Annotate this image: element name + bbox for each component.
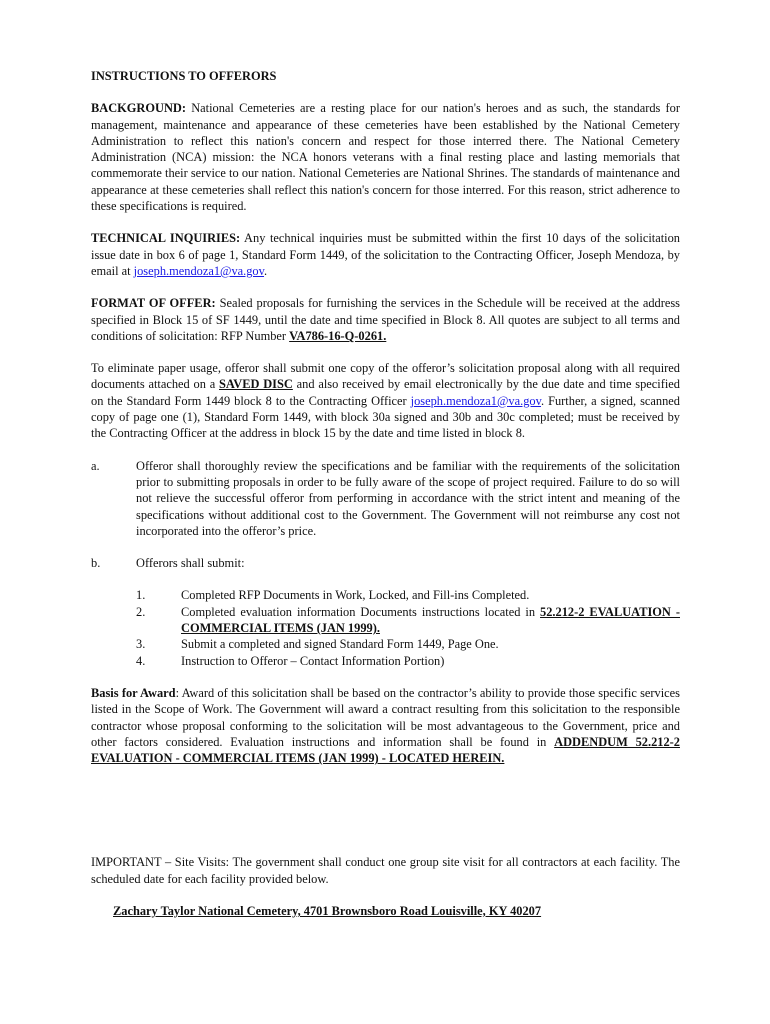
site-address: Zachary Taylor National Cemetery, 4701 Brownsboro Road Louisville, KY 40207 [113,903,542,918]
format-of-offer-heading: FORMAT OF OFFER: [91,296,216,311]
technical-inquiries-paragraph: TECHNICAL INQUIRIES: Any technical inquiries must be submitted within the first 10 days of the solicitation issue date in box 6 of page 1, Standard Form 1449, of the solicitation to the Contracting Officer, Joseph Mendoza, by email at joseph.mendoza1@va.gov. [91,231,680,278]
officer-email-link[interactable]: joseph.mendoza1@va.gov [410,393,541,408]
page-title: INSTRUCTIONS TO OFFERORS [91,69,277,83]
list-marker: b. [91,556,101,571]
format-of-offer-text: Sealed proposals for furnishing the services in the Schedule will be received at the address specified in Block 15 of SF 1449, until the date and time specified in Block 8. All quotes are subject to all terms and conditions of solicitation: RFP Number [91,296,680,343]
addendum-reference: ADDENDUM 52.212-2 EVALUATION - COMMERCIAL ITEMS (JAN 1999) - LOCATED HEREIN. [91,734,680,766]
submission-list [91,587,680,668]
basis-for-award-heading: Basis for Award [91,685,176,700]
list-item: 2. Completed evaluation information Documents instructions located in 52.212-2 EVALUATION - COMMERCIAL ITEMS (JAN 1999). [136,604,680,636]
rfp-number: VA786-16-Q-0261. [289,328,387,343]
list-item-a [91,458,680,539]
site-visit-notice: IMPORTANT – Site Visits: The government shall conduct one group site visit for all contractors at each facility. The scheduled date for each facility provided below. [91,855,680,886]
technical-inquiries-heading: TECHNICAL INQUIRIES: [91,231,241,246]
list-marker: a. [91,458,100,473]
evaluation-reference: 52.212-2 EVALUATION - COMMERCIAL ITEMS (JAN 1999). [181,604,680,636]
list-item-text: Offerors shall submit: [136,556,245,571]
document-page [91,68,680,919]
list-item-b [91,555,680,571]
paper-usage-paragraph: To eliminate paper usage, offeror shall submit one copy of the offeror’s solicitation proposal along with all required documents attached on a SAVED DISC and also received by email electronically by the due date and time specified on the Standard Form 1449 block 8 to the Contracting Officer joseph.mendoza1@va.gov. Further, a signed, scanned copy of page one (1), Standard Form 1449, with block 30a signed and 30b and 30c completed; must be received by the Contracting Officer at the address in block 15 by the date and time listed in block 8. [91,361,680,441]
background-text: National Cemeteries are a resting place for our nation's heroes and as such, the standards for management, maintenance and appearance of these cemeteries have been established by the National Cemetery Administration to reflect this nation's concern and respect for those interred there. The National Cemetery Administration (NCA) mission: the NCA honors veterans with a final resting place and lasting memorials that commemorate their service to our nation. National Cemeteries are National Shrines. The standards of maintenance and appearance at these cemeteries shall reflect this nation's concern for those interred. For this reason, strict adherence to these specifications is required. [91,101,680,214]
format-of-offer-paragraph [91,295,680,344]
basis-for-award-paragraph: Basis for Award: Award of this solicitation shall be based on the contractor’s ability to provide those specific services listed in the Scope of Work. The Government will award a contract resulting from this solicitation to the responsible contractor whose proposal conforming to the solicitation will be most advantageous to the Government, price and other factors considered. Evaluation instructions and information shall be found in ADDENDUM 52.212-2 EVALUATION - COMMERCIAL ITEMS (JAN 1999) - LOCATED HEREIN. [91,685,680,766]
background-paragraph [91,100,680,214]
list-item: 4. Instruction to Offeror – Contact Information Portion) [136,653,445,668]
background-heading: BACKGROUND: [91,101,186,116]
list-item: 1. Completed RFP Documents in Work, Locked, and Fill-ins Completed. [136,588,530,603]
saved-disc-text: SAVED DISC [219,377,293,392]
technical-inquiries-text: Any technical inquiries must be submitted within the first 10 days of the solicitation issue date in box 6 of page 1, Standard Form 1449, of the solicitation to the Contracting Officer, Joseph Mendoza, by email at [91,231,680,278]
list-item: 3. Submit a completed and signed Standard Form 1449, Page One. [136,637,499,652]
list-item-text: Offeror shall thoroughly review the specifications and be familiar with the requirements of the solicitation prior to submitting proposals in order to be fully aware of the scope of project required. Failure to do so will not relieve the successful offeror from performing in accordance with the strict intent and meaning of the specifications without additional cost to the Government. The Government will not reimburse any cost not incorporated into the offeror’s price. [136,458,680,538]
contracting-officer-email-link[interactable]: joseph.mendoza1@va.gov [133,263,265,278]
